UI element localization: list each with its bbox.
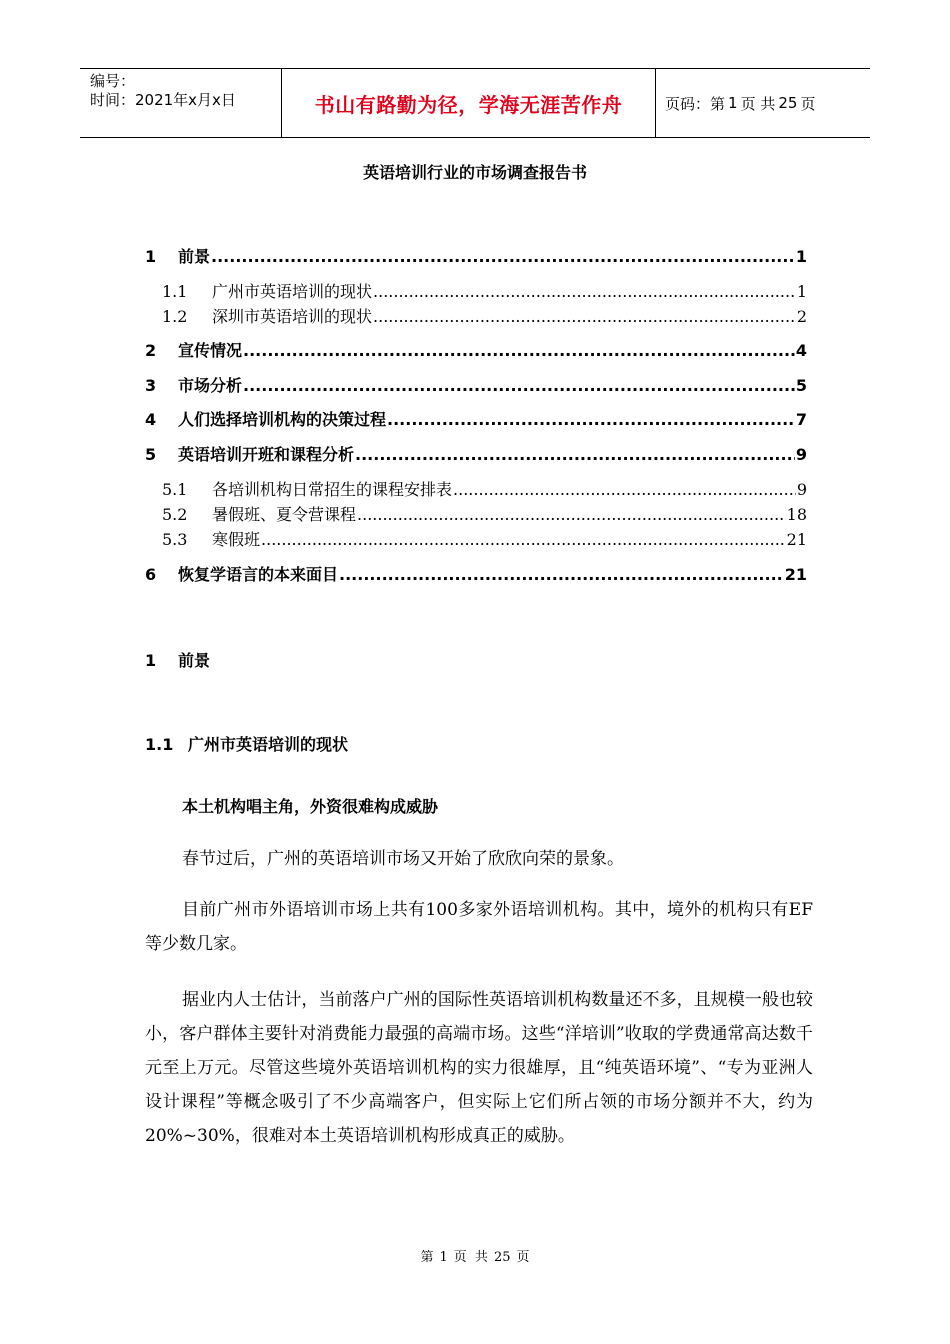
header-page-prefix: 页码：第 bbox=[665, 94, 726, 113]
toc-entry-text: 深圳市英语培训的现状 bbox=[212, 307, 373, 326]
toc-entry-number: 1 bbox=[145, 247, 157, 266]
toc-entry-number: 5.1 bbox=[162, 480, 188, 499]
toc-entry[interactable] bbox=[145, 562, 807, 585]
toc-entry-number: 1.2 bbox=[162, 307, 188, 326]
header-page-total: 25 bbox=[778, 94, 798, 112]
toc-entry-page: 21 bbox=[784, 565, 807, 584]
toc-entry[interactable] bbox=[145, 502, 807, 525]
toc-entry-number: 5 bbox=[145, 445, 157, 464]
header-page-info bbox=[655, 69, 870, 137]
header-number-label: 编号： bbox=[90, 72, 136, 90]
paragraph-subheading: 本土机构唱主角，外资很难构成威胁 bbox=[182, 797, 439, 816]
toc-leader-dots bbox=[373, 282, 796, 301]
toc-entry-text: 英语培训开班和课程分析 bbox=[178, 445, 355, 464]
toc-leader-dots bbox=[453, 480, 796, 499]
toc-entry[interactable] bbox=[145, 244, 807, 267]
toc-entry[interactable] bbox=[145, 442, 807, 465]
toc-entry-page: 1 bbox=[795, 247, 807, 266]
toc-entry-page: 9 bbox=[795, 445, 807, 464]
toc-entry-number: 4 bbox=[145, 410, 157, 429]
toc-entry-number: 3 bbox=[145, 376, 157, 395]
toc-leader-dots bbox=[261, 530, 786, 549]
toc-entry[interactable] bbox=[145, 373, 807, 396]
toc-entry-page: 1 bbox=[796, 282, 807, 301]
subsection-title: 广州市英语培训的现状 bbox=[188, 735, 349, 754]
toc-entry-text: 寒假班 bbox=[212, 530, 261, 549]
toc-entry[interactable] bbox=[145, 527, 807, 550]
toc-entry-number: 1.1 bbox=[162, 282, 188, 301]
body-paragraph: 目前广州市外语培训市场上共有100多家外语培训机构。其中，境外的机构只有EF等少数几家。 bbox=[145, 900, 813, 954]
toc-leader-dots bbox=[211, 247, 795, 266]
toc-entry-page: 4 bbox=[795, 341, 807, 360]
toc-entry-text: 恢复学语言的本来面目 bbox=[178, 565, 339, 584]
header-page-mid: 页 共 bbox=[740, 94, 776, 113]
toc-leader-dots bbox=[355, 445, 795, 464]
toc-entry[interactable] bbox=[145, 304, 807, 327]
toc-entry-text: 前景 bbox=[178, 247, 211, 266]
toc-entry[interactable] bbox=[145, 407, 807, 430]
footer-mid: 页 共 bbox=[453, 1250, 488, 1265]
header-motto: 书山有路勤为径，学海无涯苦作舟 bbox=[281, 69, 656, 137]
toc-entry-page: 7 bbox=[795, 410, 807, 429]
section-title: 前景 bbox=[178, 651, 211, 670]
toc-entry-text: 市场分析 bbox=[178, 376, 243, 395]
toc-entry-page: 2 bbox=[796, 307, 807, 326]
toc-entry-number: 5.2 bbox=[162, 505, 188, 524]
toc-entry[interactable] bbox=[145, 279, 807, 302]
body-paragraph: 据业内人士估计，当前落户广州的国际性英语培训机构数量还不多，且规模一般也较小，客户群体主要针对消费能力最强的高端市场。这些“洋培训”收取的学费通常高达数千元至上万元。尽管这些境外英语培训机构的实力很雄厚，且“纯英语环境”、“专为亚洲人设计课程”等概念吸引了不少高端客户，但实际上它们所占领的市场分额并不大，约为20%~30%，很难对本土英语培训机构形成真正的威胁。 bbox=[145, 990, 813, 1146]
footer-prefix: 第 bbox=[420, 1250, 434, 1265]
toc-entry-page: 18 bbox=[786, 505, 807, 524]
footer-suffix: 页 bbox=[516, 1250, 530, 1265]
toc-entry-text: 各培训机构日常招生的课程安排表 bbox=[212, 480, 453, 499]
subsection-number: 1.1 bbox=[145, 735, 174, 754]
footer-total-pages: 25 bbox=[493, 1250, 511, 1265]
toc-leader-dots bbox=[243, 376, 795, 395]
toc-leader-dots bbox=[387, 410, 795, 429]
header-page-current: 1 bbox=[728, 94, 738, 112]
toc-entry-number: 2 bbox=[145, 341, 157, 360]
toc-leader-dots bbox=[339, 565, 784, 584]
toc-leader-dots bbox=[243, 341, 795, 360]
toc-leader-dots bbox=[373, 307, 796, 326]
toc-entry-number: 5.3 bbox=[162, 530, 188, 549]
toc-entry-text: 宣传情况 bbox=[178, 341, 243, 360]
toc-entry-page: 5 bbox=[795, 376, 807, 395]
document-title: 英语培训行业的市场调查报告书 bbox=[362, 163, 587, 182]
body-paragraph: 春节过后，广州的英语培训市场又开始了欣欣向荣的景象。 bbox=[182, 849, 624, 869]
section-number: 1 bbox=[145, 651, 157, 670]
page-header bbox=[80, 68, 870, 138]
toc-entry-page: 21 bbox=[786, 530, 807, 549]
toc-entry[interactable] bbox=[145, 477, 807, 500]
toc-entry-text: 人们选择培训机构的决策过程 bbox=[178, 410, 387, 429]
subsection-heading bbox=[145, 732, 348, 755]
toc-leader-dots bbox=[357, 505, 786, 524]
page-footer bbox=[0, 1246, 950, 1265]
footer-current-page: 1 bbox=[439, 1250, 448, 1265]
header-page-suffix: 页 bbox=[800, 94, 816, 113]
toc-entry-number: 6 bbox=[145, 565, 157, 584]
toc-entry[interactable] bbox=[145, 338, 807, 361]
toc-entry-page: 9 bbox=[796, 480, 807, 499]
section-heading bbox=[145, 648, 210, 671]
toc-entry-text: 广州市英语培训的现状 bbox=[212, 282, 373, 301]
toc-entry-text: 暑假班、夏令营课程 bbox=[212, 505, 357, 524]
header-meta bbox=[80, 69, 280, 137]
header-time-label: 时间：2021年x月x日 bbox=[90, 91, 236, 109]
